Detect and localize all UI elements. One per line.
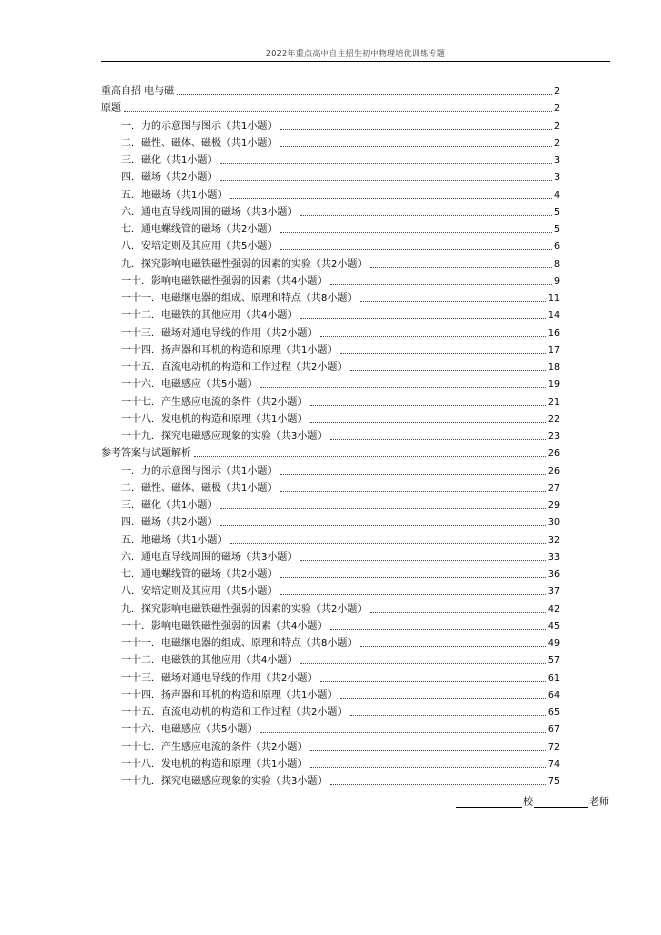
toc-entry[interactable] bbox=[121, 323, 560, 340]
toc-entry-page: 19 bbox=[547, 379, 560, 391]
toc-entry[interactable] bbox=[121, 633, 560, 650]
toc-entry-page: 2 bbox=[553, 137, 560, 149]
toc-entry-page: 17 bbox=[547, 344, 560, 356]
toc-entry-title: 七．通电螺线管的磁场（共2小题） bbox=[121, 569, 278, 580]
toc-leader-dots bbox=[360, 646, 546, 647]
toc-entry-page: 65 bbox=[547, 707, 560, 718]
toc-entry-page: 9 bbox=[553, 275, 560, 287]
toc-leader-dots bbox=[330, 284, 552, 285]
toc-entry-title: 一十一．电磁继电器的组成、原理和特点（共8小题） bbox=[121, 293, 358, 304]
toc-entry-title: 三．磁化（共1小题） bbox=[121, 155, 218, 166]
toc-leader-dots bbox=[320, 336, 546, 337]
toc-entry-page: 61 bbox=[547, 672, 560, 684]
toc-entry-title: 一十八．发电机的构造和原理（共1小题） bbox=[121, 758, 308, 770]
toc-entry[interactable] bbox=[101, 98, 560, 115]
toc-entry[interactable] bbox=[121, 719, 560, 736]
toc-leader-dots bbox=[280, 594, 546, 595]
toc-leader-dots bbox=[370, 612, 546, 613]
toc-entry-title: 八．安培定则及其应用（共5小题） bbox=[121, 241, 278, 253]
toc-entry[interactable] bbox=[121, 650, 560, 667]
toc-entry-page: 6 bbox=[553, 241, 560, 253]
toc-leader-dots bbox=[124, 111, 552, 112]
toc-entry[interactable] bbox=[121, 461, 560, 478]
toc-entry[interactable] bbox=[121, 495, 560, 512]
toc-leader-dots bbox=[310, 767, 546, 768]
toc-leader-dots bbox=[300, 560, 546, 561]
toc-entry[interactable] bbox=[121, 530, 560, 547]
school-label: 校 bbox=[523, 797, 533, 808]
toc-entry[interactable] bbox=[121, 685, 560, 702]
toc-entry-page: 2 bbox=[553, 103, 560, 115]
toc-entry-title: 一．力的示意图与图示（共1小题） bbox=[121, 465, 278, 477]
toc-entry-title: 一十八．发电机的构造和原理（共1小题） bbox=[121, 413, 308, 425]
toc-entry-page: 18 bbox=[547, 362, 560, 373]
toc-entry-page: 32 bbox=[547, 534, 560, 546]
toc-entry[interactable] bbox=[121, 702, 560, 719]
toc-leader-dots bbox=[220, 163, 552, 164]
toc-leader-dots bbox=[330, 439, 546, 440]
toc-entry-title: 一十．影响电磁铁磁性强弱的因素（共4小题） bbox=[121, 275, 328, 287]
toc-entry-title: 二．磁性、磁体、磁极（共1小题） bbox=[121, 482, 278, 494]
page-header: 2022年重点高中自主招生初中物理培优训练专题 bbox=[265, 49, 446, 58]
toc-leader-dots bbox=[220, 525, 546, 526]
toc-leader-dots bbox=[310, 422, 546, 423]
toc-leader-dots bbox=[230, 198, 552, 199]
toc-leader-dots bbox=[220, 508, 546, 509]
toc-leader-dots bbox=[310, 750, 546, 751]
toc-entry-title: 一十九．探究电磁感应现象的实验（共3小题） bbox=[121, 431, 328, 442]
toc-entry[interactable] bbox=[121, 478, 560, 495]
toc-leader-dots bbox=[350, 370, 546, 371]
toc-entry[interactable] bbox=[121, 426, 560, 443]
toc-entry-title: 一．力的示意图与图示（共1小题） bbox=[121, 120, 278, 132]
toc-entry[interactable] bbox=[121, 668, 560, 685]
toc-entry-page: 21 bbox=[547, 396, 560, 408]
toc-entry-page: 23 bbox=[547, 431, 560, 442]
toc-entry[interactable] bbox=[121, 133, 560, 150]
toc-entry-title: 六．通电直导线周围的磁场（共3小题） bbox=[121, 551, 298, 563]
toc-entry[interactable] bbox=[121, 219, 560, 236]
toc-leader-dots bbox=[280, 474, 546, 475]
toc-entry-title: 一十九．探究电磁感应现象的实验（共3小题） bbox=[121, 776, 328, 787]
toc-entry-title: 参考答案与试题解析 bbox=[101, 448, 191, 460]
toc-entry[interactable] bbox=[121, 616, 560, 633]
toc-entry-page: 3 bbox=[553, 155, 560, 166]
toc-entry-title: 二．磁性、磁体、磁极（共1小题） bbox=[121, 137, 278, 149]
toc-entry-title: 九．探究影响电磁铁磁性强弱的因素的实验（共2小题） bbox=[121, 258, 368, 270]
toc-leader-dots bbox=[260, 732, 546, 733]
toc-entry-page: 2 bbox=[553, 120, 560, 132]
toc-entry-title: 一十五．直流电动机的构造和工作过程（共2小题） bbox=[121, 362, 348, 373]
toc-entry-page: 29 bbox=[547, 500, 560, 511]
toc-entry-page: 14 bbox=[547, 310, 560, 322]
toc-entry-page: 22 bbox=[547, 413, 560, 425]
toc-entry[interactable] bbox=[121, 547, 560, 564]
toc-leader-dots bbox=[280, 232, 552, 233]
toc-leader-dots bbox=[260, 387, 546, 388]
toc-entry-page: 74 bbox=[547, 758, 560, 770]
toc-leader-dots bbox=[330, 629, 546, 630]
toc-entry-title: 一十五．直流电动机的构造和工作过程（共2小题） bbox=[121, 707, 348, 718]
school-blank bbox=[456, 796, 522, 808]
toc-entry[interactable] bbox=[121, 236, 560, 253]
toc-entry-title: 原题 bbox=[101, 103, 121, 115]
toc-entry[interactable] bbox=[121, 357, 560, 374]
toc-leader-dots bbox=[280, 249, 552, 250]
toc-leader-dots bbox=[300, 663, 546, 664]
toc-entry-title: 一十四．扬声器和耳机的构造和原理（共1小题） bbox=[121, 689, 338, 701]
toc-entry[interactable] bbox=[121, 271, 560, 288]
toc-entry-title: 八．安培定则及其应用（共5小题） bbox=[121, 586, 278, 598]
toc-leader-dots bbox=[177, 94, 552, 95]
toc-leader-dots bbox=[230, 543, 546, 544]
toc-leader-dots bbox=[370, 267, 552, 268]
toc-entry-title: 六．通电直导线周围的磁场（共3小题） bbox=[121, 206, 298, 218]
teacher-blank bbox=[534, 796, 588, 808]
toc-entry-page: 64 bbox=[547, 689, 560, 701]
toc-entry-title: 一十二．电磁铁的其他应用（共4小题） bbox=[121, 310, 298, 322]
toc-entry[interactable] bbox=[121, 599, 560, 616]
toc-entry[interactable] bbox=[121, 340, 560, 357]
toc-entry-title: 一十六．电磁感应（共5小题） bbox=[121, 724, 258, 736]
toc-leader-dots bbox=[350, 715, 546, 716]
toc-entry-title: 一十一．电磁继电器的组成、原理和特点（共8小题） bbox=[121, 638, 358, 649]
toc-leader-dots bbox=[360, 301, 546, 302]
toc-entry-title: 九．探究影响电磁铁磁性强弱的因素的实验（共2小题） bbox=[121, 603, 368, 615]
toc-entry-title: 一十三．磁场对通电导线的作用（共2小题） bbox=[121, 672, 318, 684]
toc-entry-page: 67 bbox=[547, 724, 560, 736]
toc-entry-page: 16 bbox=[547, 327, 560, 339]
toc-entry-page: 33 bbox=[547, 551, 560, 563]
toc-entry[interactable] bbox=[121, 254, 560, 271]
toc-entry-title: 一十七．产生感应电流的条件（共2小题） bbox=[121, 396, 308, 408]
toc-entry-title: 一十七．产生感应电流的条件（共2小题） bbox=[121, 741, 308, 753]
teacher-label: 老师 bbox=[589, 797, 609, 808]
toc-entry-title: 一十．影响电磁铁磁性强弱的因素（共4小题） bbox=[121, 620, 328, 632]
toc-entry-page: 8 bbox=[553, 258, 560, 270]
toc-entry-page: 5 bbox=[553, 224, 560, 235]
toc-entry[interactable] bbox=[101, 443, 560, 460]
toc-leader-dots bbox=[340, 698, 546, 699]
toc-leader-dots bbox=[280, 577, 546, 578]
toc-entry-page: 30 bbox=[547, 517, 560, 529]
toc-entry-page: 4 bbox=[553, 189, 560, 201]
toc-entry[interactable] bbox=[121, 754, 560, 771]
toc-entry-title: 四．磁场（共2小题） bbox=[121, 517, 218, 529]
toc-leader-dots bbox=[280, 129, 552, 130]
signature-line bbox=[456, 793, 610, 808]
toc-leader-dots bbox=[280, 491, 546, 492]
toc-leader-dots bbox=[280, 146, 552, 147]
toc-entry-title: 一十六．电磁感应（共5小题） bbox=[121, 379, 258, 391]
toc-entry[interactable] bbox=[121, 288, 560, 305]
toc-entry[interactable] bbox=[121, 737, 560, 754]
toc-entry-page: 26 bbox=[547, 465, 560, 477]
toc-entry-title: 五．地磁场（共1小题） bbox=[121, 534, 228, 546]
toc-entry[interactable] bbox=[121, 167, 560, 184]
toc-entry-title: 一十四．扬声器和耳机的构造和原理（共1小题） bbox=[121, 344, 338, 356]
toc-entry-page: 2 bbox=[553, 86, 560, 97]
toc-entry[interactable] bbox=[121, 185, 560, 202]
toc-entry[interactable] bbox=[121, 305, 560, 322]
toc-entry-page: 5 bbox=[553, 206, 560, 218]
header-divider bbox=[101, 61, 610, 62]
toc-entry[interactable] bbox=[121, 150, 560, 167]
toc-entry-page: 72 bbox=[547, 741, 560, 753]
toc-entry-page: 57 bbox=[547, 655, 560, 667]
toc-entry-title: 一十二．电磁铁的其他应用（共4小题） bbox=[121, 655, 298, 667]
toc-entry[interactable] bbox=[121, 116, 560, 133]
toc-entry[interactable] bbox=[121, 392, 560, 409]
toc-entry[interactable] bbox=[121, 409, 560, 426]
toc-entry-page: 27 bbox=[547, 482, 560, 494]
toc-leader-dots bbox=[310, 405, 546, 406]
toc-entry-page: 45 bbox=[547, 620, 560, 632]
toc-entry-title: 五．地磁场（共1小题） bbox=[121, 189, 228, 201]
toc-leader-dots bbox=[330, 784, 546, 785]
toc-entry-title: 七．通电螺线管的磁场（共2小题） bbox=[121, 224, 278, 235]
toc-leader-dots bbox=[340, 353, 546, 354]
toc-entry-page: 11 bbox=[547, 293, 560, 304]
toc-entry-title: 重高自招 电与磁 bbox=[101, 86, 175, 97]
toc-entry[interactable] bbox=[121, 202, 560, 219]
toc-entry-title: 一十三．磁场对通电导线的作用（共2小题） bbox=[121, 327, 318, 339]
toc-leader-dots bbox=[220, 180, 552, 181]
toc-entry-page: 49 bbox=[547, 638, 560, 649]
toc-entry-title: 四．磁场（共2小题） bbox=[121, 172, 218, 184]
toc-entry-page: 3 bbox=[553, 172, 560, 184]
toc-entry-page: 26 bbox=[547, 448, 560, 460]
toc-entry-page: 75 bbox=[547, 776, 560, 787]
toc-entry[interactable] bbox=[121, 564, 560, 581]
toc-leader-dots bbox=[300, 318, 546, 319]
toc-entry[interactable] bbox=[101, 81, 560, 98]
toc-leader-dots bbox=[300, 215, 552, 216]
toc-entry-page: 42 bbox=[547, 603, 560, 615]
toc-entry-page: 37 bbox=[547, 586, 560, 598]
toc-entry[interactable] bbox=[121, 581, 560, 598]
toc-leader-dots bbox=[320, 681, 546, 682]
toc-entry[interactable] bbox=[121, 374, 560, 391]
toc-entry[interactable] bbox=[121, 771, 560, 788]
toc-entry[interactable] bbox=[121, 512, 560, 529]
toc-entry-page: 36 bbox=[547, 569, 560, 580]
toc-leader-dots bbox=[194, 456, 546, 457]
toc-entry-title: 三．磁化（共1小题） bbox=[121, 500, 218, 511]
